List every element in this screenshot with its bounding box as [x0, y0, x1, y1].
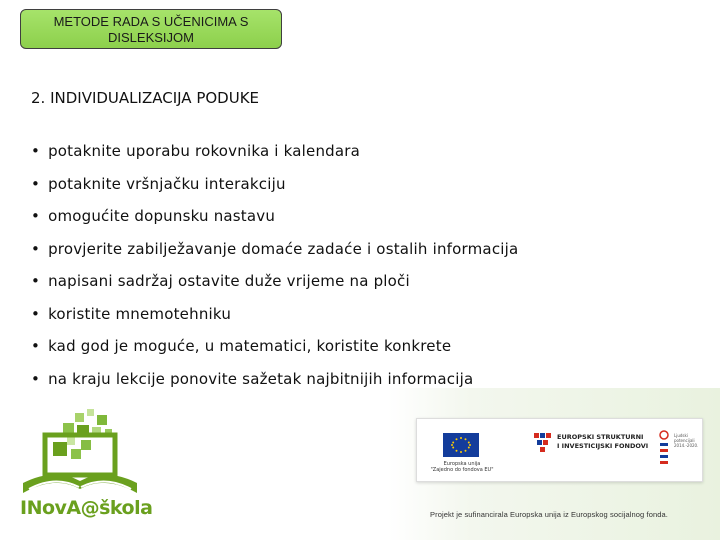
structural-funds-icon — [532, 431, 552, 457]
section-heading: 2. INDIVIDUALIZACIJA PODUKE — [31, 89, 260, 107]
side-caption-line-2: potencijali — [674, 438, 695, 443]
bullet-list — [31, 140, 518, 400]
bullet-item: • kad god je moguće, u matematici, koristite konkrete — [31, 335, 518, 368]
side-caption-line-3: 2014.-2020. — [674, 443, 699, 448]
inova-skola-logo — [15, 405, 165, 525]
structural-funds-text — [557, 433, 648, 451]
bullet-item: • koristite mnemotehniku — [31, 303, 518, 336]
side-caption-line-1: Ljudski — [674, 433, 688, 438]
eu-caption-line-1: Europska unija — [443, 461, 481, 467]
slide-title-line-2: DISLEKSIJOM — [108, 30, 194, 45]
bullet-item: • na kraju lekcije ponovite sažetak najbitnijih informacija — [31, 368, 518, 401]
funding-note: Projekt je sufinancirala Europska unija iz Europskog socijalnog fonda. — [430, 510, 668, 519]
human-resources-mark-icon — [657, 429, 671, 473]
bullet-item: • napisani sadržaj ostavite duže vrijeme na ploči — [31, 270, 518, 303]
bullet-item: • provjerite zabilježavanje domaće zadaće i ostalih informacija — [31, 238, 518, 271]
slide-title-box — [20, 9, 282, 49]
bullet-item: • omogućite dopunsku nastavu — [31, 205, 518, 238]
bullet-item: • potaknite vršnjačku interakciju — [31, 173, 518, 206]
eu-caption-line-2: "Zajedno do fondova EU" — [430, 467, 494, 473]
human-resources-caption — [674, 433, 700, 448]
eu-flag-icon — [443, 433, 479, 457]
slide-title-line-1: METODE RADA S UČENICIMA S — [53, 14, 249, 29]
logo-text: INovA@škola — [20, 497, 153, 519]
funds-line-2: I INVESTICIJSKI FONDOVI — [557, 442, 649, 450]
bullet-item: • potaknite uporabu rokovnika i kalendara — [31, 140, 518, 173]
funds-line-1: EUROPSKI STRUKTURNI — [557, 433, 644, 441]
book-pixels-logo-icon — [15, 405, 165, 500]
eu-logos-card — [416, 418, 703, 482]
